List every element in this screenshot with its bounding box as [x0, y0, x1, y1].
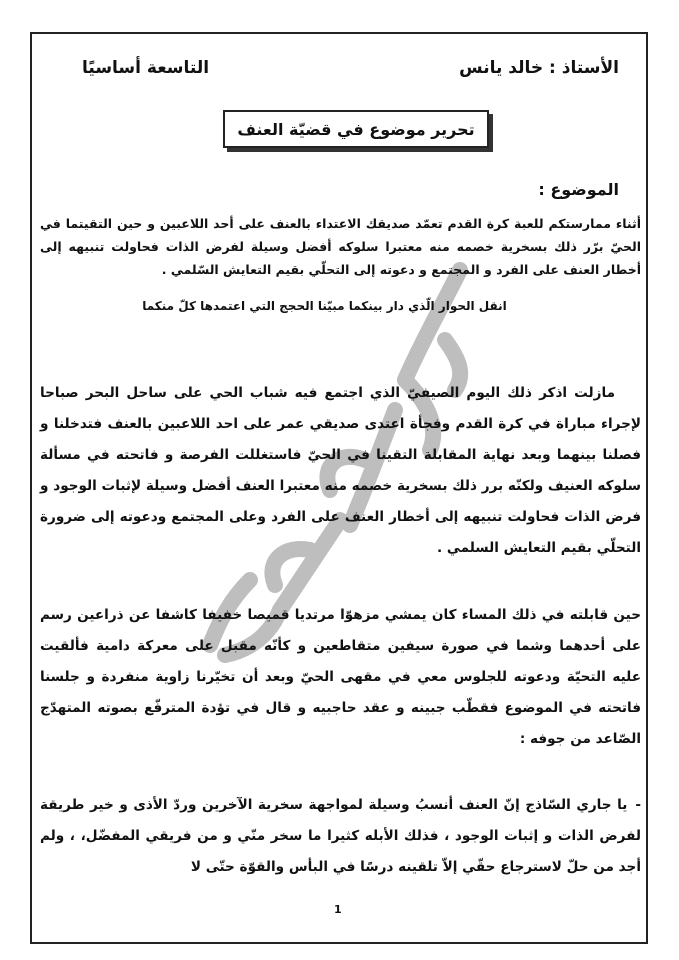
topic-label: الموضوع :	[538, 180, 619, 199]
page-number: 1	[334, 903, 342, 916]
dialogue-dash: -	[635, 797, 641, 813]
topic-task: انقل الحوار الّذي دار بينكما مبيّنا الحجج التي اعتمدها كلّ منكما	[142, 299, 507, 313]
teacher-name: الأستاذ : خالد يانس	[459, 58, 619, 78]
dialogue-text: يا جاري السّاذج إنّ العنف أنسبُ وسيلة لمواجهة سخرية الآخرين وردّ الأذى و خير طريقة لفرض الذات و إثبات الوجود ، فذلك الأبله كثيرا ما سخر منّي و من فريقي المفضّل، ، ولم أجد من حلّ لاسترجاع حقّي إلاّ تلقينه درسًا في البأس والقوّة حتّى لا	[40, 797, 641, 875]
body-paragraph-3	[40, 790, 641, 883]
body-paragraph-2: حين قابلته في ذلك المساء كان يمشي مزهوّا مرتديا قميصا خفيفا كاشفا عن ذراعين رسم على أحدهما وشما في صورة سيفين متقاطعين و كأنّه مقبل على معركة دامية فألقيت عليه التحيّة ودعوته للجلوس معي في مقهى الحيّ وبعد أن تخيّرنا زاوية منفردة و جلسنا فاتحته في الموضوع فقطّب جبينه و عقد حاجبيه و قال في تؤدة المترفّع بصوته المتهدّج الصّاعد من جوفه :	[40, 607, 641, 747]
body-paragraph-1: مازلت اذكر ذلك اليوم الصيفيّ الذي اجتمع فيه شباب الحي على ساحل البحر صباحا لإجراء مباراة في كرة القدم وفجأة اعتدى صديقي عمر على احد اللاعبين بالعنف فتدخلنا و فصلنا بينهما وبعد نهاية المقابلة التقينا في الحيّ فاستغللت الفرصة و فاتحته في مسألة سلوكه العنيف ولكنّه برر ذلك بسخرية خصمه منه معتبرا العنف أفضل وسيلة لإثبات الوجود و فرض الذات فحاولت تنبيهه إلى أخطار العنف على الفرد وعلى المجتمع ودعوته إلى ضرورة التحلّي بقيم التعايش السلمي .	[40, 385, 641, 556]
class-level: التاسعة أساسيًا	[82, 58, 210, 78]
topic-prompt: أثناء ممارستكم للعبة كرة القدم تعمّد صديقك الاعتداء بالعنف على أحد اللاعبين و حين التقيتما في الحيّ برّر ذلك بسخرية خصمه منه معتبرا سلوكه أفضل وسيلة لفرض الذات فحاولت تنبيهه إلى أخطار العنف على الفرد و المجتمع و دعوته إلى التحلّي بقيم التعايش السّلمي .	[40, 216, 641, 277]
page-title: تحرير موضوع في قضيّة العنف	[223, 110, 489, 148]
